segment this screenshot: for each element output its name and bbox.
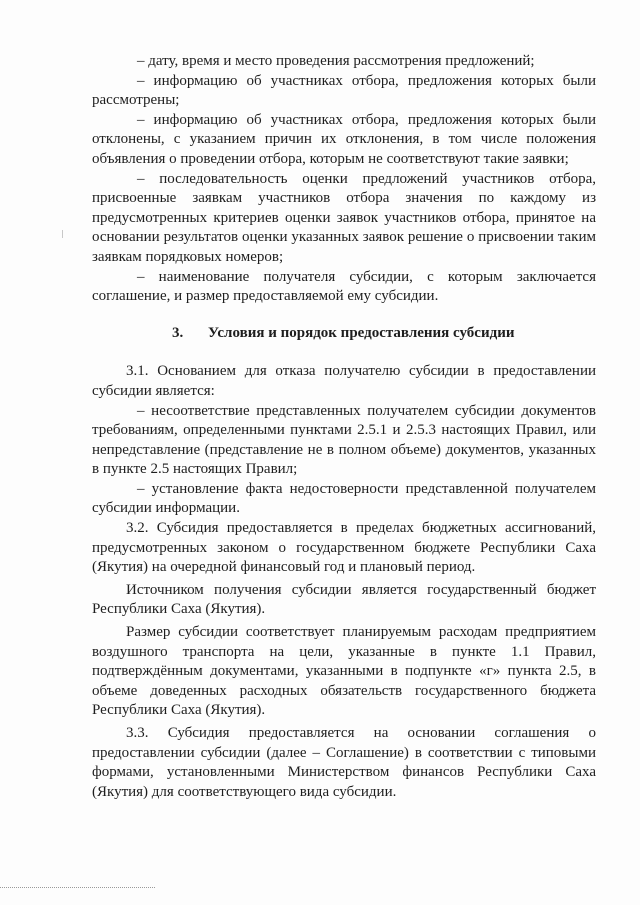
section-heading bbox=[92, 324, 596, 344]
list-item: – наименование получателя субсидии, с которым заключается соглашение, и размер предоставляемой ему субсидии. bbox=[92, 268, 596, 305]
paragraph-budget-source: Источником получения субсидии является государственный бюджет Республики Саха (Якутия). bbox=[92, 581, 596, 618]
list-item: – последовательность оценки предложений участников отбора, присвоенные заявкам участников отбора значения по каждому из предусмотренных критериев оценки заявок участников отбора, принятое на основании результатов оценки указанных заявок решение о присвоении таким заявкам порядковых номеров; bbox=[92, 170, 596, 265]
paragraph-3-2: 3.2. Субсидия предоставляется в пределах бюджетных ассигнований, предусмотренных законом о государственном бюджете Республики Саха (Якутия) на очередной финансовый год и плановый период. bbox=[92, 520, 596, 576]
list-item: – информацию об участниках отбора, предложения которых были отклонены, с указанием причин их отклонения, в том числе положения объявления о проведении отбора, которым не соответствуют такие заявки; bbox=[92, 111, 596, 167]
section-title: Условия и порядок предоставления субсидии bbox=[208, 324, 515, 341]
paragraph-subsidy-size: Размер субсидии соответствует планируемым расходам предприятием воздушного транспорта на цели, указанные в пункте 1.1 Правил, подтверждённым документами, указанными в подпункте «г» пункта 2.5, в объеме доведенных расходных обязательств государственного бюджета Республики Саха (Якутия). bbox=[92, 624, 596, 719]
section-number: 3. bbox=[172, 324, 184, 341]
document-body bbox=[92, 52, 596, 802]
paragraph-3-3: 3.3. Субсидия предоставляется на основании соглашения о предоставлении субсидии (далее – Соглашение) в соответствии с типовыми формами, установленными Министерством финансов Республики Саха (Якутия) для соответствующего вида субсидии. bbox=[92, 725, 596, 800]
list-item: – дату, время и место проведения рассмотрения предложений; bbox=[137, 53, 535, 69]
list-item: – несоответствие представленных получателем субсидии документов требованиям, определенными пунктами 2.5.1 и 2.5.3 настоящих Правил, или непредставление (представление не в полном объеме) документов, указанных в пункте 2.5 настоящих Правил; bbox=[92, 402, 596, 478]
list-item: – информацию об участниках отбора, предложения которых были рассмотрены; bbox=[92, 72, 596, 109]
scan-fleck bbox=[62, 230, 63, 238]
paragraph-3-1: 3.1. Основанием для отказа получателю субсидии в предоставлении субсидии является: bbox=[92, 363, 596, 399]
list-item: – установление факта недостоверности представленной получателем субсидии информации. bbox=[92, 480, 596, 517]
scan-edge-line bbox=[0, 887, 155, 888]
